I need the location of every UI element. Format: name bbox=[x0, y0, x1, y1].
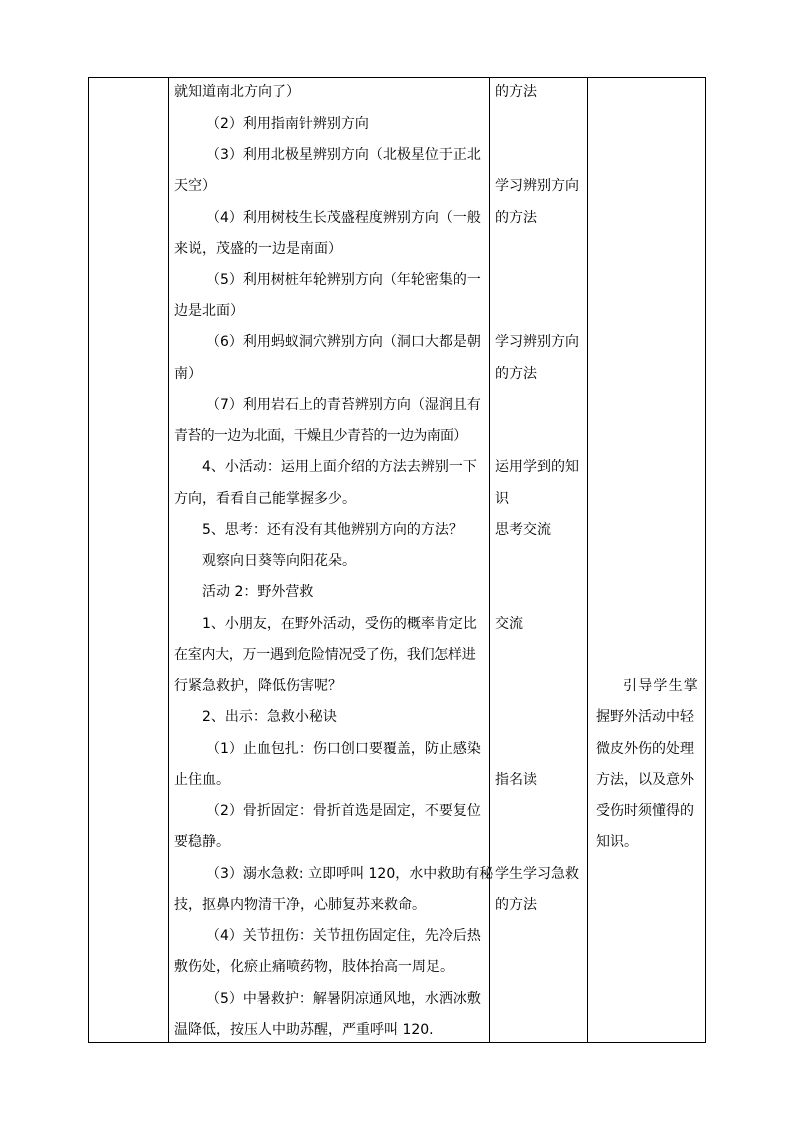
design-intent-line: 方法，以及意外 bbox=[596, 772, 694, 788]
student-activity-line: 的方法 bbox=[495, 897, 537, 913]
process-line: 就知道南北方向了） bbox=[174, 84, 300, 100]
student-activity-line: 交流 bbox=[495, 616, 523, 632]
student-activity-line: 学习辨别方向 bbox=[495, 334, 579, 350]
process-line: 南） bbox=[174, 366, 202, 382]
process-line: 技，抠鼻内物清干净，心肺复苏来救命。 bbox=[174, 897, 426, 913]
process-line: 止住血。 bbox=[174, 772, 230, 788]
student-activity-line: 思考交流 bbox=[495, 522, 551, 538]
process-line: （3）溺水急救: 立即呼叫 120，水中救助有秘 bbox=[206, 866, 494, 882]
process-line: （6）利用蚂蚁洞穴辨别方向（洞口大都是朝 bbox=[206, 334, 481, 350]
process-line: 温降低，按压人中助苏醒，严重呼叫 120. bbox=[174, 1022, 434, 1038]
process-line: 4、小活动：运用上面介绍的方法去辨别一下 bbox=[202, 459, 477, 475]
process-line: 天空） bbox=[174, 178, 216, 194]
column-divider bbox=[168, 78, 169, 1042]
process-line: （4）利用树枝生长茂盛程度辨别方向（一般 bbox=[206, 210, 481, 226]
student-activity-line: 的方法 bbox=[495, 210, 537, 226]
process-line: （2）骨折固定：骨折首选是固定，不要复位 bbox=[206, 803, 481, 819]
student-activity-line: 识 bbox=[495, 491, 509, 507]
column-divider bbox=[489, 78, 490, 1042]
student-activity-line: 的方法 bbox=[495, 84, 537, 100]
process-line: 5、思考：还有没有其他辨别方向的方法？ bbox=[202, 522, 463, 538]
student-activity-line: 运用学到的知 bbox=[495, 459, 579, 475]
process-line: 观察向日葵等向阳花朵。 bbox=[202, 553, 356, 569]
process-line: （3）利用北极星辨别方向（北极星位于正北 bbox=[206, 147, 481, 163]
student-activity-line: 指名读 bbox=[495, 772, 537, 788]
design-intent-line: 受伤时须懂得的 bbox=[596, 803, 694, 819]
process-line: 2、出示：急救小秘诀 bbox=[202, 709, 337, 725]
design-intent-line: 微皮外伤的处理 bbox=[596, 741, 694, 757]
process-line: （4）关节扭伤：关节扭伤固定住，先冷后热 bbox=[206, 928, 481, 944]
process-line: （7）利用岩石上的青苔辨别方向（湿润且有 bbox=[206, 397, 481, 413]
process-line: （5）利用树桩年轮辨别方向（年轮密集的一 bbox=[206, 272, 481, 288]
process-line: 敷伤处，化瘀止痛喷药物，肢体抬高一周足。 bbox=[174, 959, 454, 975]
process-line: （2）利用指南针辨别方向 bbox=[206, 116, 369, 132]
process-line: 活动 2：野外营救 bbox=[202, 584, 314, 600]
process-line: 方向，看看自己能掌握多少。 bbox=[174, 491, 356, 507]
process-line: 要稳静。 bbox=[174, 834, 230, 850]
process-line: 边是北面） bbox=[174, 303, 244, 319]
process-line: 在室内大，万一遇到危险情况受了伤，我们怎样进 bbox=[174, 647, 476, 663]
process-line: 青苔的一边为北面，干燥且少青苔的一边为南面） bbox=[174, 428, 467, 444]
process-line: 行紧急救护，降低伤害呢？ bbox=[174, 678, 342, 694]
design-intent-line: 引导学生掌 bbox=[623, 678, 699, 694]
column-divider bbox=[587, 78, 588, 1042]
process-line: （5）中暑救护：解暑阴凉通风地，水洒冰敷 bbox=[206, 991, 481, 1007]
process-line: （1）止血包扎：伤口创口要覆盖，防止感染 bbox=[206, 741, 481, 757]
student-activity-line: 学习辨别方向 bbox=[495, 178, 579, 194]
process-line: 来说，茂盛的一边是南面） bbox=[174, 241, 342, 257]
student-activity-line: 学生学习急救 bbox=[495, 866, 579, 882]
process-line: 1、小朋友，在野外活动，受伤的概率肯定比 bbox=[202, 616, 477, 632]
design-intent-line: 知识。 bbox=[596, 834, 638, 850]
design-intent-line: 握野外活动中轻 bbox=[596, 709, 694, 725]
student-activity-line: 的方法 bbox=[495, 366, 537, 382]
